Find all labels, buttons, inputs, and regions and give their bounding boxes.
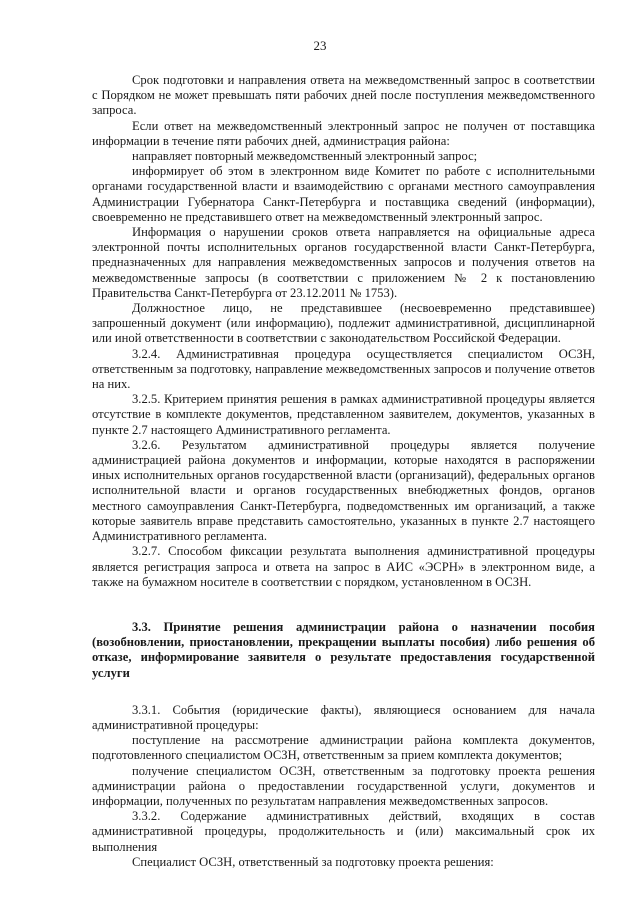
page-number: 23 (313, 38, 327, 53)
section-heading-3-3: 3.3. Принятие решения администрации района о назначении пособия (возобновлении, приостановлении, прекращении выплаты пособия) либо решения об отказе, информирование заявителя о результате предоставления государственной услуги (92, 619, 595, 680)
paragraph-3-3-1: 3.3.1. События (юридические факты), являющиеся основанием для начала административной процедуры: (92, 702, 595, 732)
paragraph-receipt-documents: поступление на рассмотрение администрации района комплекта документов, подготовленного специалистом ОСЗН, ответственным за прием комплекта документов; (92, 733, 595, 763)
paragraph-3-2-5: 3.2.5. Критерием принятия решения в рамках административной процедуры является отсутствие в комплекте документов, представленном заявителем, документов, указанных в пункте 2.7 настоящего Административного регламента. (92, 392, 595, 437)
paragraph-3-2-7: 3.2.7. Способом фиксации результата выполнения административной процедуры является регистрация запроса и ответа на запрос в АИС «ЭСРН» в электронном виде, а также на бумажном носителе в соответствии с порядком, установленном в ОСЗН. (92, 544, 595, 589)
paragraph-3-2-4: 3.2.4. Административная процедура осуществляется специалистом ОСЗН, ответственным за подготовку, направление межведомственных запросов и получение ответов на них. (92, 346, 595, 392)
paragraph-no-response: Если ответ на межведомственный электронный запрос не получен от поставщика информации в течение пяти рабочих дней, администрация района: (92, 118, 595, 148)
paragraph-repeat-request: направляет повторный межведомственный электронный запрос; (132, 149, 478, 164)
paragraph-3-2-6: 3.2.6. Результатом административной процедуры является получение администрацией района документов и информации, которые находятся в распоряжении иных исполнительных органов государственной власти (организаций), федеральных органов исполнительной власти и органов государственных внебюджетных фондов, органов местного самоуправления Санкт-Петербурга, подведомственных им организаций, а также которые заявитель вправе представить самостоятельно, указанных в пункте 2.7 настоящего Административного регламента. (92, 437, 595, 544)
paragraph-response-deadline: Срок подготовки и направления ответа на межведомственный запрос в соответствии с Порядком не может превышать пяти рабочих дней после поступления межведомственного запроса. (92, 73, 595, 118)
paragraph-inform-committee: информирует об этом в электронном виде Комитет по работе с исполнительными органами государственной власти и взаимодействию с органами местного самоуправления Администрации Губернатора Санкт-Петербурга и поставщика сведений (информации), своевременно не представившего ответ на межведомственный электронный запрос. (92, 164, 595, 224)
paragraph-violation-info: Информация о нарушении сроков ответа направляется на официальные адреса электронной почты исполнительных органов государственной власти Санкт-Петербурга, предназначенных для направления межведомственных запросов и получения ответов на межведомственные запросы (в соответствии с приложением № 2 к постановлению Правительства Санкт-Петербурга от 23.12.2011 № 1753). (92, 225, 595, 300)
document-body (92, 73, 595, 870)
paragraph-3-3-2: 3.3.2. Содержание административных действий, входящих в состав административной процедуры, продолжительность и (или) максимальный срок их выполнения (92, 809, 595, 854)
paragraph-receipt-information: получение специалистом ОСЗН, ответственным за подготовку проекта решения администрации района о предоставлении государственной услуги, документов и информации, полученных по результатам направления межведомственных запросов. (92, 763, 595, 808)
paragraph-specialist: Специалист ОСЗН, ответственный за подготовку проекта решения: (132, 854, 494, 869)
paragraph-official-liability: Должностное лицо, не представившее (несвоевременно представившее) запрошенный документ (или информацию), подлежит административной, дисциплинарной или иной ответственности в соответствии с законодательством Российской Федерации. (92, 301, 595, 346)
